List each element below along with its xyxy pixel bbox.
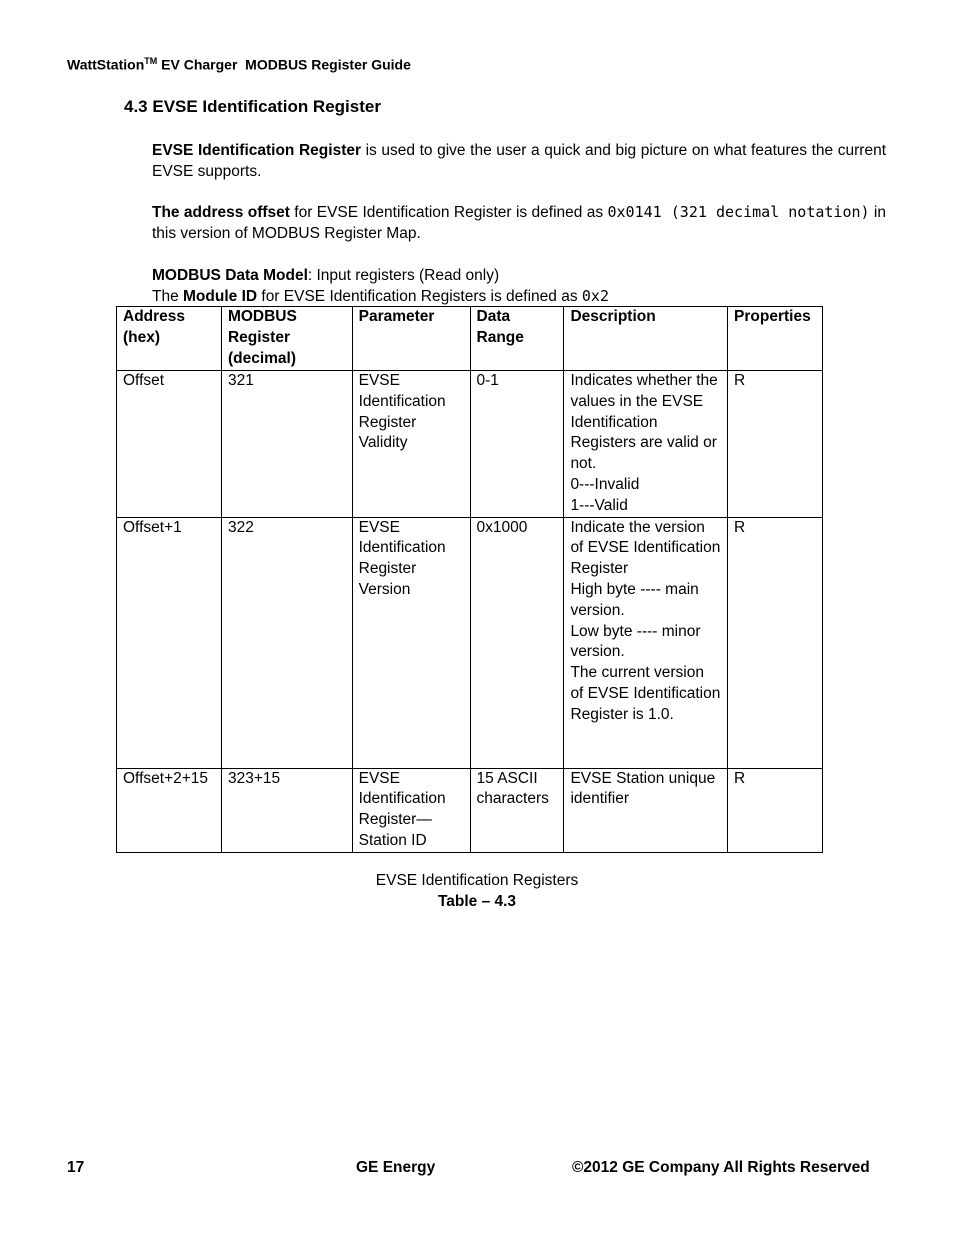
cell-description: EVSE Station unique identifier [564, 768, 728, 852]
cell-range: 15 ASCII characters [470, 768, 564, 852]
footer-copyright: ©2012 GE Company All Rights Reserved [572, 1159, 870, 1176]
intro-paragraph: EVSE Identification Register is used to give the user a quick and big picture on what features the current EVSE supports. [152, 142, 887, 180]
running-header: WattStation™ EV Charger MODBUS Register Guide [67, 56, 411, 73]
table-row [117, 517, 823, 768]
header-address: Address (hex) [117, 307, 222, 371]
cell-description: Indicate the version of EVSE Identification Register High byte ---- main version. Low byte ---- minor version. The current version of EVSE Identification Register is 1.0. [564, 517, 728, 768]
register-table [116, 306, 823, 853]
cell-parameter: EVSE Identification Register Version [352, 517, 470, 768]
cell-register: 322 [221, 517, 352, 768]
cell-register: 321 [221, 371, 352, 518]
cell-address: Offset [117, 371, 222, 518]
page-number: 17 [67, 1159, 85, 1176]
table-caption: EVSE Identification Registers [375, 872, 579, 889]
header-properties: Properties [728, 307, 823, 371]
table-header-row [117, 307, 823, 371]
table-row [117, 371, 823, 518]
cell-range: 0-1 [470, 371, 564, 518]
cell-description: Indicates whether the values in the EVSE Identification Registers are valid or not. 0---Invalid 1---Valid [564, 371, 728, 518]
cell-properties: R [728, 371, 823, 518]
cell-address: Offset+1 [117, 517, 222, 768]
cell-register: 323+15 [221, 768, 352, 852]
header-register: MODBUS Register (decimal) [221, 307, 352, 371]
module-id-line: The Module ID for EVSE Identification Registers is defined as 0x2 [152, 287, 609, 305]
data-model-line: MODBUS Data Model: Input registers (Read only) [152, 267, 500, 284]
address-offset-paragraph: The address offset for EVSE Identification Register is defined as 0x0141 (321 decimal notation) in this version of MODBUS Register Map. [152, 203, 886, 242]
cell-range: 0x1000 [470, 517, 564, 768]
cell-parameter: EVSE Identification Register—Station ID [352, 768, 470, 852]
table-number: Table – 4.3 [437, 893, 517, 910]
footer-company: GE Energy [356, 1159, 436, 1176]
cell-address: Offset+2+15 [117, 768, 222, 852]
cell-parameter: EVSE Identification Register Validity [352, 371, 470, 518]
header-parameter: Parameter [352, 307, 470, 371]
header-description: Description [564, 307, 728, 371]
header-range: Data Range [470, 307, 564, 371]
section-heading: 4.3 EVSE Identification Register [124, 97, 381, 116]
cell-properties: R [728, 768, 823, 852]
cell-properties: R [728, 517, 823, 768]
table-row [117, 768, 823, 852]
